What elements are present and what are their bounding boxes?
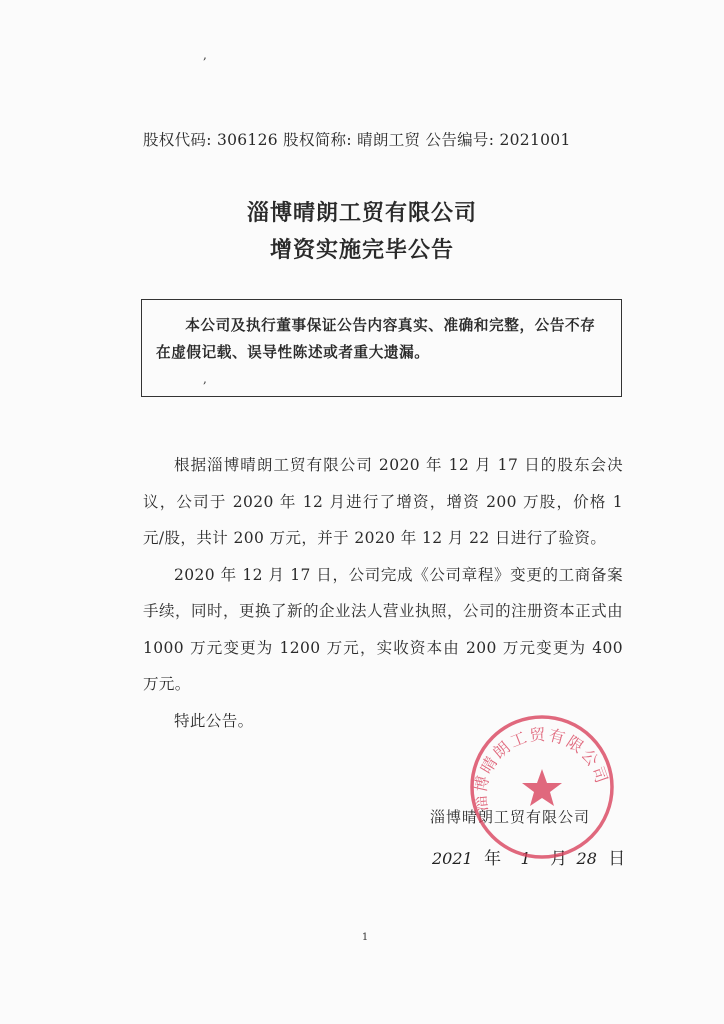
disclaimer-box — [141, 299, 622, 397]
scan-mark: , — [203, 372, 207, 386]
company-seal-icon — [468, 713, 616, 861]
paragraph-registration-change: 2020 年 12 月 17 日，公司完成《公司章程》变更的工商备案手续，同时，更换了新的企业法人营业执照，公司的注册资本正式由 1000 万元变更为 1200 万元，实收资本由 200 万元变更为 400 万元。 — [143, 565, 623, 693]
paragraph-closing: 特此公告。 — [174, 711, 254, 730]
page-number: 1 — [361, 932, 369, 943]
date-year: 2021 — [432, 849, 473, 868]
company-title: 淄博晴朗工贸有限公司 — [246, 201, 477, 226]
announcement-title: 增资实施完毕公告 — [269, 238, 454, 263]
date-month: 1 — [520, 849, 531, 868]
date-month-unit: 月 — [550, 849, 568, 869]
signature-company: 淄博晴朗工贸有限公司 — [430, 808, 591, 826]
seal-text: 淄博晴朗工贸有限公司 — [470, 724, 612, 813]
date-year-unit: 年 — [484, 849, 502, 869]
stock-info-header: 股权代码: 306126 股权简称: 晴朗工贸 公告编号: 2021001 — [143, 131, 571, 149]
date-day: 28 — [576, 849, 597, 868]
announcement-body — [143, 447, 623, 739]
date-day-unit: 日 — [608, 849, 626, 869]
disclaimer-text: 本公司及执行董事保证公告内容真实、准确和完整，公告不存在虚假记载、误导性陈述或者重大遗漏。 — [156, 317, 596, 361]
paragraph-capital-increase: 根据淄博晴朗工贸有限公司 2020 年 12 月 17 日的股东会决议，公司于 2020 年 12 月进行了增资，增资 200 万股，价格 1 元/股，共计 200 万元，并于 2020 年 12 月 22 日进行了验资。 — [143, 456, 623, 547]
scan-mark: , — [203, 48, 207, 62]
